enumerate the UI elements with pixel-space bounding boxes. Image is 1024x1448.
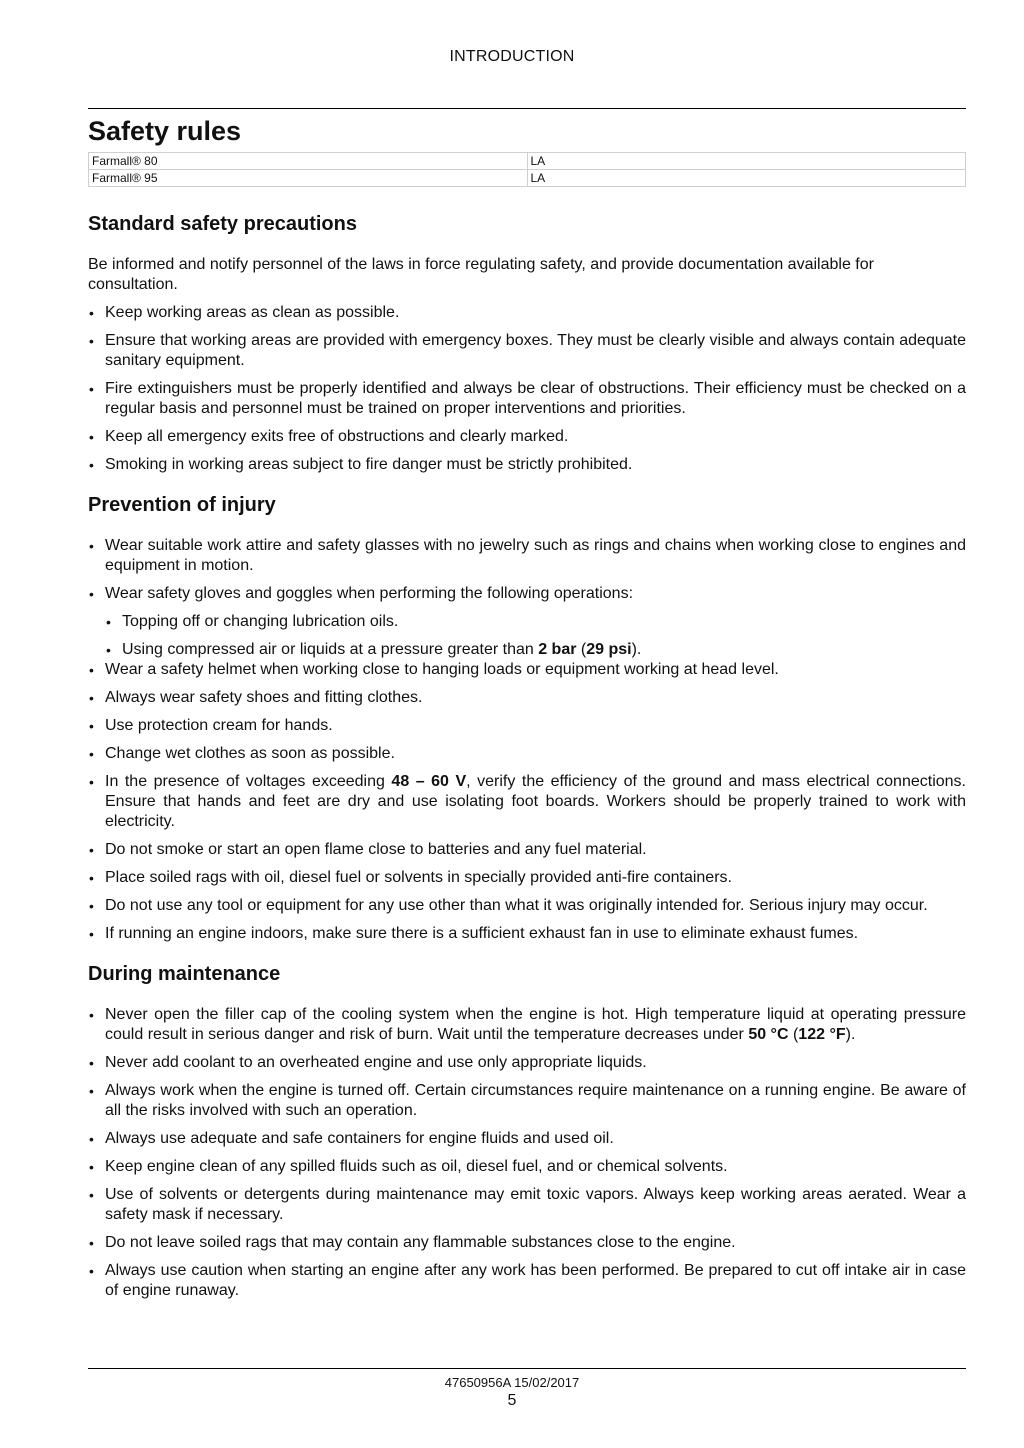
text-span: , verify the efficiency of the ground and mass electrical connections. Ensure that hands and feet are dry and use isolating foot boards. Workers should be properly trained to work with electricity. [105, 773, 966, 830]
list-item: • Never add coolant to an overheated engine and use only appropriate liquids. [88, 1053, 966, 1073]
header-divider [88, 108, 966, 109]
running-header: INTRODUCTION [449, 48, 575, 65]
pressure-psi-value: 29 psi [586, 641, 632, 658]
document-code: 47650956A 15/02/2017 [444, 1375, 580, 1390]
section-heading-injury: Prevention of injury [88, 494, 276, 516]
list-item: • Always work when the engine is turned off. Certain circumstances require maintenance on a running engine. Be aware of all the risks involved with such an operation. [88, 1081, 966, 1121]
sub-list [105, 612, 966, 660]
list-item: • Use of solvents or detergents during maintenance may emit toxic vapors. Always keep working areas aerated. Wear a safety mask if necessary. [88, 1185, 966, 1225]
standard-intro: Be informed and notify personnel of the laws in force regulating safety, and provide documentation available for consultation. [88, 256, 874, 293]
list-item: • Ensure that working areas are provided with emergency boxes. They must be clearly visible and always contain adequate sanitary equipment. [88, 331, 966, 371]
list-item: • If running an engine indoors, make sure there is a sufficient exhaust fan in use to eliminate exhaust fumes. [88, 924, 966, 944]
text-span: ). [631, 641, 642, 658]
list-item: • Wear suitable work attire and safety glasses with no jewelry such as rings and chains when working close to engines and equipment in motion. [88, 536, 966, 576]
maintenance-list [88, 1005, 966, 1301]
list-item: • Change wet clothes as soon as possible. [88, 744, 966, 764]
list-item: • Do not leave soiled rags that may contain any flammable substances close to the engine. [88, 1233, 966, 1253]
text-span: ( [576, 641, 587, 658]
list-item: • Smoking in working areas subject to fire danger must be strictly prohibited. [88, 455, 966, 475]
list-item: • Fire extinguishers must be properly identified and always be clear of obstructions. Their efficiency must be checked on a regular basis and personnel must be trained on proper interventions and priorities. [88, 379, 966, 419]
list-item: • Use protection cream for hands. [88, 716, 966, 736]
pressure-bar-value: 2 bar [538, 641, 577, 658]
footer-divider [88, 1368, 966, 1369]
list-item: • Always wear safety shoes and fitting clothes. [88, 688, 966, 708]
list-item: • Keep all emergency exits free of obstructions and clearly marked. [88, 427, 966, 447]
text-span: Never open the filler cap of the cooling system when the engine is hot. High temperature liquid at operating pressure could result in serious danger and risk of burn. Wait until the temperature decreases under [105, 1006, 966, 1043]
model-cell: Farmall® 80 [89, 153, 528, 170]
table-row [89, 153, 966, 170]
list-item: • Keep engine clean of any spilled fluids such as oil, diesel fuel, and or chemical solvents. [88, 1157, 966, 1177]
applicability-table [88, 152, 966, 187]
text-span: Using compressed air or liquids at a pressure greater than [122, 641, 539, 658]
sub-list-item: • Topping off or changing lubrication oils. [105, 612, 966, 632]
list-item: • Wear a safety helmet when working close to hanging loads or equipment working at head level. [88, 660, 966, 680]
list-item: • Always use caution when starting an engine after any work has been performed. Be prepared to cut off intake air in case of engine runaway. [88, 1261, 966, 1301]
list-item: • Do not use any tool or equipment for any use other than what it was originally intended for. Serious injury may occur. [88, 896, 966, 916]
section-heading-maintenance: During maintenance [88, 963, 281, 985]
list-item [88, 584, 966, 660]
table-row [89, 170, 966, 187]
page-number: 5 [507, 1392, 517, 1409]
sub-list-item [105, 640, 966, 660]
page-title: Safety rules [88, 116, 242, 146]
injury-list [88, 536, 966, 944]
list-item: • Place soiled rags with oil, diesel fuel or solvents in specially provided anti-fire containers. [88, 868, 966, 888]
region-cell: LA [527, 153, 966, 170]
text-span: ( [788, 1026, 799, 1043]
list-item [88, 1005, 966, 1045]
voltage-value: 48 – 60 V [391, 773, 467, 790]
list-item: • Always use adequate and safe containers for engine fluids and used oil. [88, 1129, 966, 1149]
model-cell: Farmall® 95 [89, 170, 528, 187]
standard-list [88, 303, 966, 475]
document-body [88, 113, 966, 1309]
list-item-text: Wear safety gloves and goggles when performing the following operations: [105, 585, 634, 602]
list-item [88, 772, 966, 832]
section-heading-standard: Standard safety precautions [88, 213, 357, 235]
text-span: In the presence of voltages exceeding [105, 773, 392, 790]
temperature-c-value: 50 °C [748, 1026, 789, 1043]
list-item: • Keep working areas as clean as possible. [88, 303, 966, 323]
region-cell: LA [527, 170, 966, 187]
list-item: • Do not smoke or start an open flame close to batteries and any fuel material. [88, 840, 966, 860]
text-span: ). [845, 1026, 856, 1043]
temperature-f-value: 122 °F [798, 1026, 846, 1043]
